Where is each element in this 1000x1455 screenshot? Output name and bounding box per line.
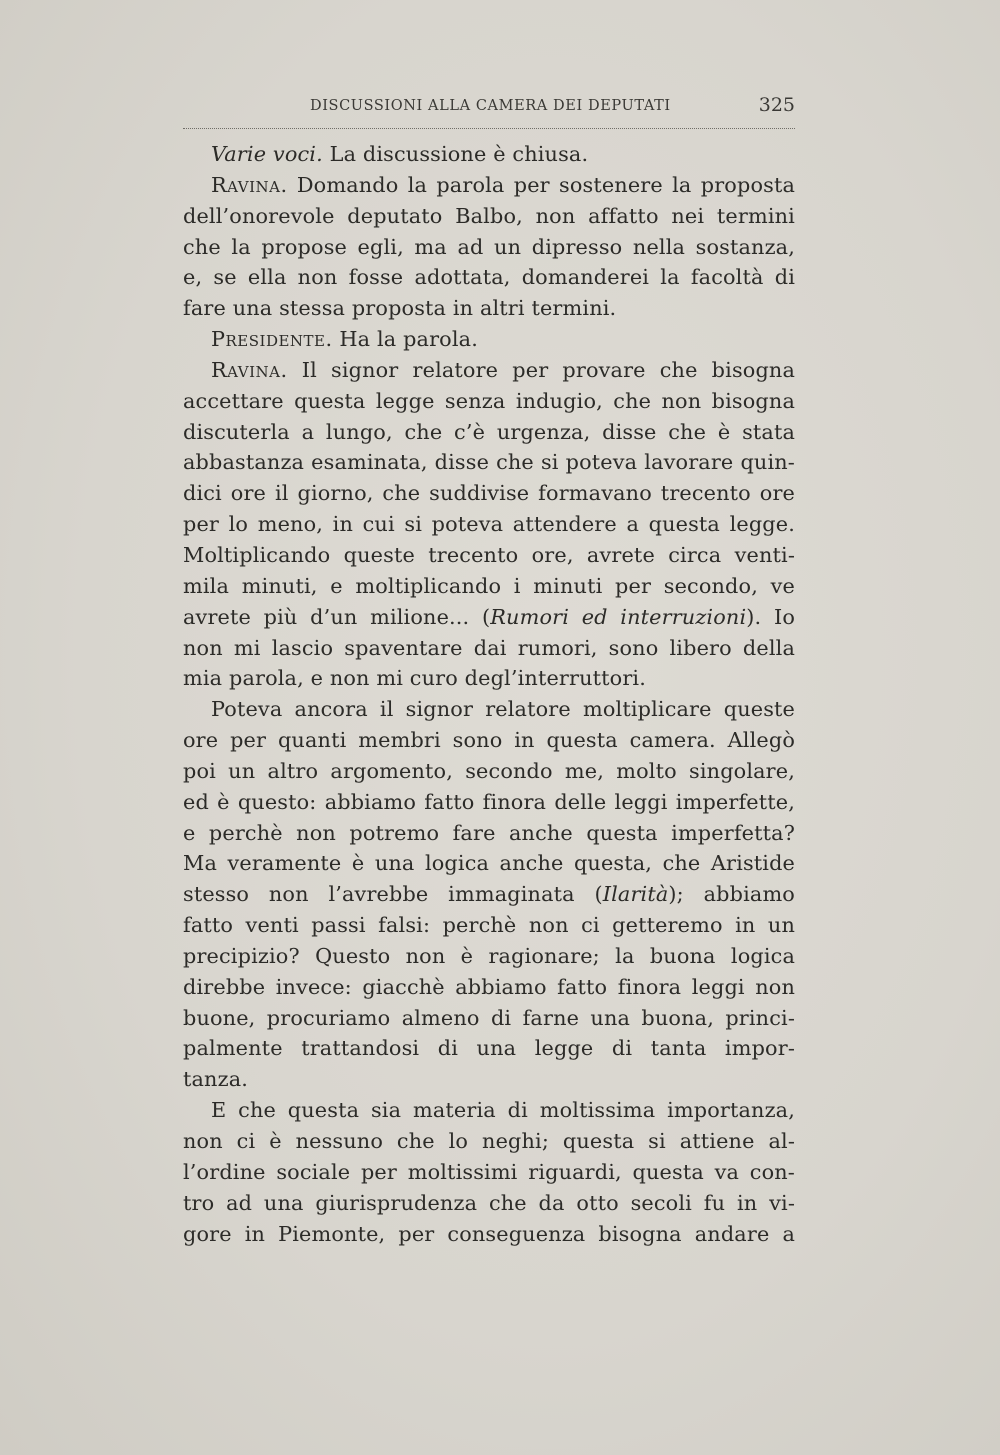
text-segment: Domando la parola per sostenere la proposta (287, 172, 795, 197)
text-line (183, 972, 795, 1003)
text-segment: gore in Piemonte, per conseguenza bisogna andare a (183, 1221, 795, 1246)
text-line (183, 355, 795, 386)
text-line (183, 1157, 795, 1188)
text-line (183, 571, 795, 602)
text-segment: tanza. (183, 1067, 249, 1092)
text-line (183, 725, 795, 756)
text-line (183, 232, 795, 263)
text-segment: accettare questa legge senza indugio, che non bisogna (183, 388, 795, 413)
text-segment: tro ad una giurisprudenza che da otto secoli fu in vi- (183, 1190, 795, 1215)
text-line (183, 756, 795, 787)
text-segment: non ci è nessuno che lo neghi; questa si attiene al- (183, 1129, 795, 1153)
text-segment: avrete più d’un milione... ( (183, 604, 491, 629)
text-line (183, 848, 795, 879)
text-segment: ore per quanti membri sono in questa camera. Allegò (183, 728, 795, 753)
text-line (183, 633, 795, 664)
text-segment: dell’onorevole deputato Balbo, non affatto nei termini (183, 203, 795, 228)
text-line (183, 694, 795, 725)
text-segment: Ma veramente è una logica anche questa, che Aristide (183, 851, 795, 876)
text-segment: ed è questo: abbiamo fatto finora delle leggi imperfette, (183, 789, 795, 814)
italic-text: Rumori ed interruzioni (490, 604, 747, 629)
text-segment: poi un altro argomento, secondo me, molto singolare, (183, 758, 795, 783)
text-segment: fare una stessa proposta in altri termini. (183, 296, 617, 321)
text-segment: Moltiplicando queste trecento ore, avrete circa venti- (183, 542, 795, 567)
italic-text: Varie voci. (211, 142, 323, 166)
text-line (183, 478, 795, 509)
text-line (183, 1219, 795, 1250)
text-segment: stesso non l’avrebbe immaginata ( (183, 882, 603, 907)
text-segment: l’ordine sociale per moltissimi riguardi, questa va con- (183, 1159, 795, 1184)
text-line (183, 941, 795, 972)
text-line (183, 293, 795, 324)
text-segment: non mi lascio spaventare dai rumori, sono libero della (183, 635, 795, 660)
text-line (183, 139, 795, 170)
text-line (183, 170, 795, 201)
speaker-name: Ravina. (211, 357, 288, 382)
page-header (183, 92, 795, 132)
text-segment: abbastanza esaminata, disse che si poteva lavorare quin- (183, 450, 795, 475)
text-segment: E che questa sia materia di moltissima importanza, (211, 1098, 795, 1123)
text-line (183, 663, 795, 694)
text-segment: mia parola, e non mi curo degl’interruttori. (183, 666, 646, 691)
text-line (183, 910, 795, 941)
text-line (183, 201, 795, 232)
text-line (183, 818, 795, 849)
text-line (183, 324, 795, 355)
text-line (183, 1064, 795, 1095)
text-segment: per lo meno, in cui si poteva attendere a questa legge. (183, 512, 795, 537)
text-line (183, 602, 795, 633)
running-title: DISCUSSIONI ALLA CAMERA DEI DEPUTATI (310, 98, 671, 114)
text-line (183, 447, 795, 478)
text-segment: palmente trattandosi di una legge di tanta impor- (183, 1036, 795, 1061)
text-segment: ); abbiamo (668, 882, 795, 907)
text-segment: dici ore il giorno, che suddivise formavano trecento ore (183, 481, 795, 506)
text-segment: fatto venti passi falsi: perchè non ci getteremo in un (183, 913, 795, 938)
text-line (183, 787, 795, 818)
text-segment: Poteva ancora il signor relatore moltiplicare queste (211, 697, 795, 722)
text-line (183, 509, 795, 540)
text-segment: Il signor relatore per provare che bisogna (287, 357, 795, 382)
text-line (183, 386, 795, 417)
header-rule (183, 128, 795, 129)
text-line (183, 1095, 795, 1126)
italic-text: Ilarità (602, 882, 669, 907)
text-line (183, 879, 795, 910)
text-segment: buone, procuriamo almeno di farne una buona, princi- (183, 1005, 795, 1030)
text-segment: che la propose egli, ma ad un dipresso nella sostanza, (183, 234, 795, 259)
text-segment: discuterla a lungo, che c’è urgenza, disse che è stata (183, 419, 795, 444)
text-segment: ). Io (746, 604, 795, 629)
text-segment: Ha la parola. (332, 327, 478, 352)
text-segment: e, se ella non fosse adottata, domanderei la facoltà di (183, 265, 795, 290)
text-segment: La discussione è chiusa. (322, 142, 589, 166)
text-line (183, 1188, 795, 1219)
text-line (183, 417, 795, 448)
text-segment: e perchè non potremo fare anche questa imperfetta? (183, 820, 795, 845)
body-text (183, 139, 795, 1249)
text-line (183, 1126, 795, 1157)
text-line (183, 262, 795, 293)
speaker-name: Ravina. (211, 172, 288, 197)
text-segment: precipizio? Questo non è ragionare; la buona logica (183, 943, 795, 968)
text-line (183, 1033, 795, 1064)
text-line (183, 540, 795, 571)
speaker-name: Presidente. (211, 327, 333, 352)
text-segment: mila minuti, e moltiplicando i minuti per secondo, ve (183, 573, 795, 598)
text-line (183, 1003, 795, 1034)
page-number: 325 (758, 94, 795, 116)
text-segment: direbbe invece: giacchè abbiamo fatto finora leggi non (183, 974, 795, 999)
